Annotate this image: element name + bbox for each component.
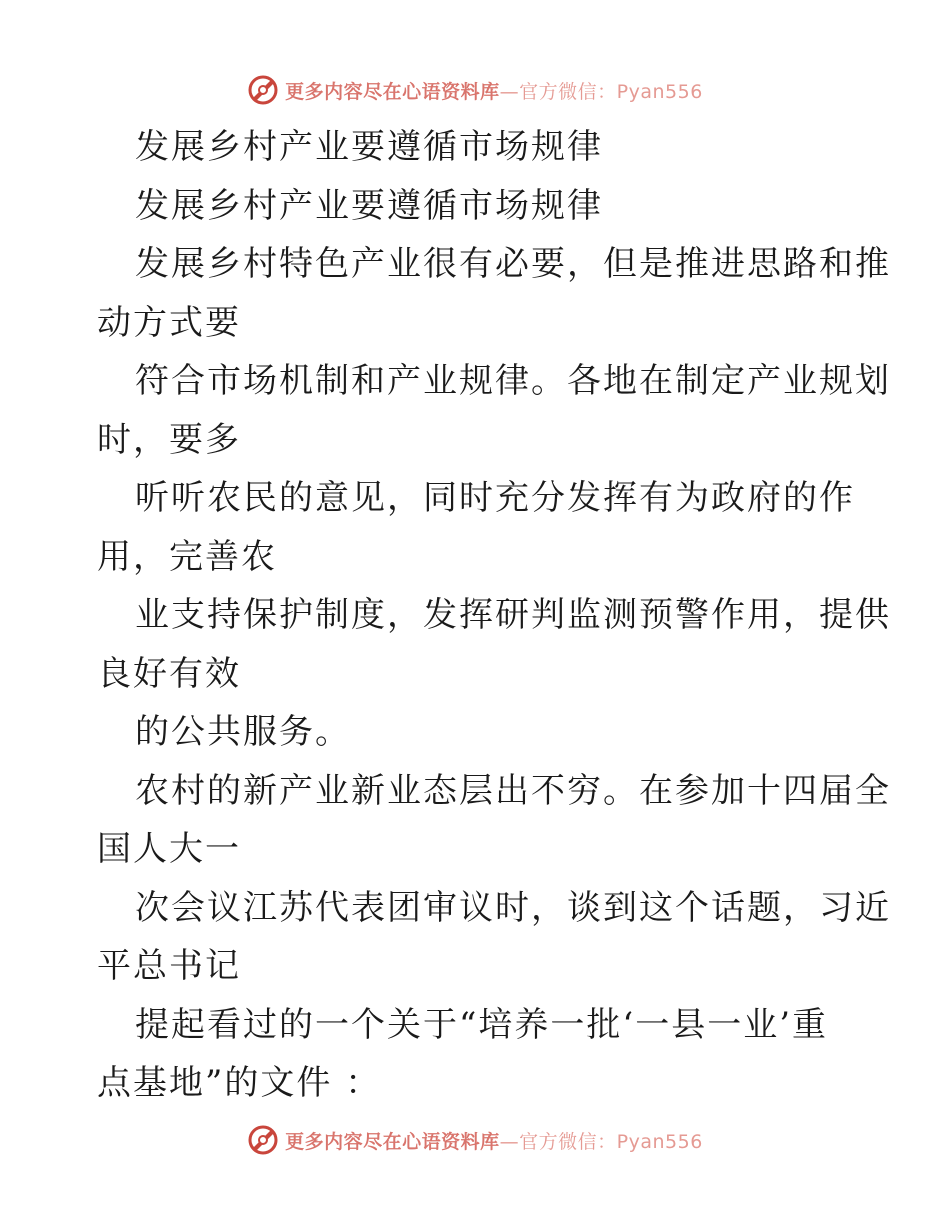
paragraph-line: 平总书记 [97,946,241,986]
header-watermark [0,70,950,110]
watermark-sub-text: —官方微信：Pyan556 [499,80,703,103]
document-body [97,118,891,1113]
paragraph-line: 农村的新产业新业态层出不穷。在参加十四届全 [135,770,891,811]
document-title: 发展乡村产业要遵循市场规律 [135,127,603,167]
paragraph-line: 提起看过的一个关于“培养一批‘一县一业’重 [135,1004,828,1045]
watermark-logo-icon [247,74,279,106]
paragraph-line: 动方式要 [97,302,241,343]
watermark-sub-text: —官方微信：Pyan556 [499,1130,703,1153]
paragraph-line: 听听农民的意见，同时充分发挥有为政府的作 [135,478,855,518]
paragraph-line: 点基地”的文件 ： [97,1063,382,1103]
footer-watermark [0,1120,950,1160]
paragraph-line: 发展乡村产业要遵循市场规律 [135,185,603,226]
watermark-main-text: 更多内容尽在心语资料库 [285,1130,500,1153]
paragraph-line: 国人大一 [97,829,241,869]
watermark-text [285,77,703,104]
paragraph-line: 业支持保护制度，发挥研判监测预警作用，提供 [135,595,891,635]
watermark-text [285,1127,703,1154]
paragraph-line: 用，完善农 [97,536,277,577]
watermark-main-text: 更多内容尽在心语资料库 [285,80,500,103]
paragraph-line: 时，要多 [97,419,241,460]
paragraph-line: 的公共服务。 [135,712,351,752]
paragraph-line: 良好有效 [97,653,241,694]
paragraph-line: 符合市场机制和产业规律。各地在制定产业规划 [135,361,891,401]
paragraph-line: 次会议江苏代表团审议时，谈到这个话题，习近 [135,887,891,928]
paragraph-line: 发展乡村特色产业很有必要，但是推进思路和推 [135,244,891,284]
watermark-logo-icon [247,1124,279,1156]
